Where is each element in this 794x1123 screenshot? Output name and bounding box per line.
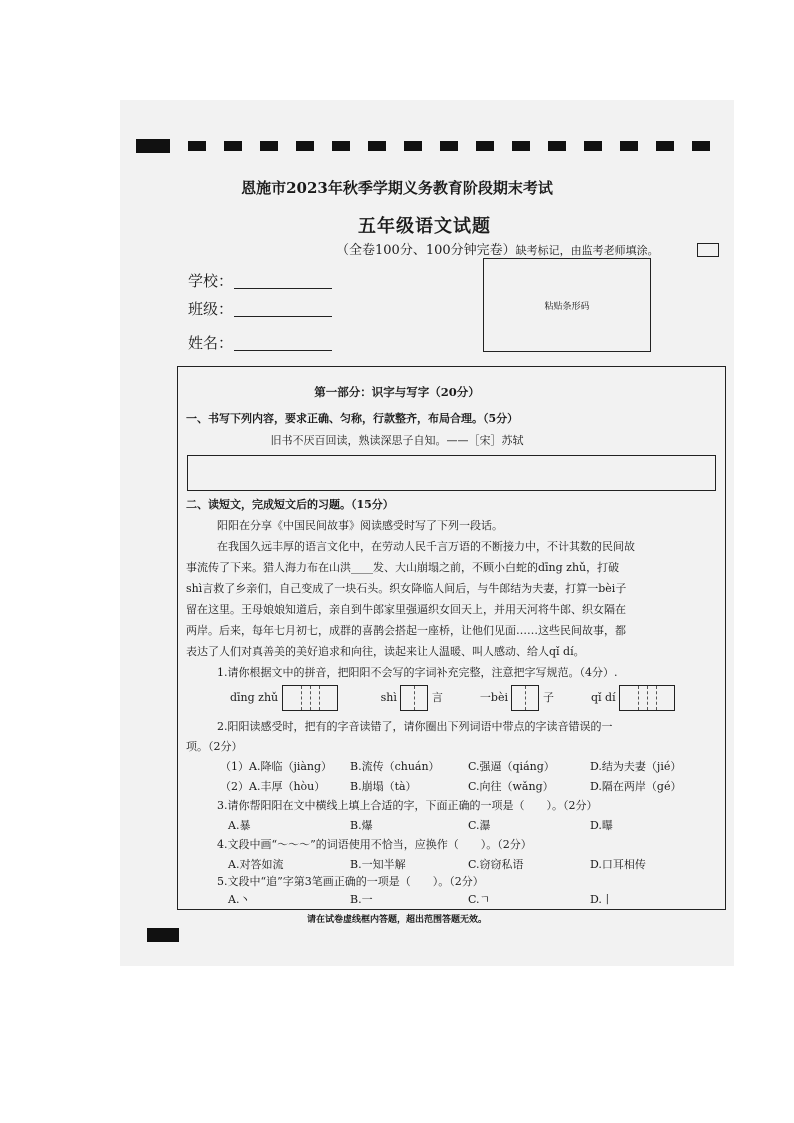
q1-quote: 旧书不厌百回读，熟读深思子自知。——［宋］苏轼 [270, 434, 524, 447]
option[interactable]: C.强逼（qiáng） [468, 760, 555, 773]
school-field [188, 270, 233, 291]
exam-title: 恩施市2023年秋季学期义务教育阶段期末考试 [241, 179, 553, 197]
option[interactable]: A.对答如流 [228, 858, 284, 871]
passage-intro: 阳阳在分享《中国民间故事》阅读感受时写了下列一段话。 [217, 519, 503, 532]
passage-line: 两岸。后来，每年七月初七，成群的喜鹊会搭起一座桥，让他们见面……这些民间故事，都 [186, 624, 626, 637]
option[interactable]: A.丶 [228, 893, 251, 906]
option[interactable]: D.丨 [590, 893, 613, 906]
absent-note: 缺考标记，由监考老师填涂。 [515, 244, 659, 257]
option[interactable]: C.瀑 [468, 819, 491, 832]
pinyin-1: dīng zhǔ [230, 691, 279, 704]
sub-question-3: 3.请你帮阳阳在文中横线上填上合适的字，下面正确的一项是（ ）。（2分） [217, 799, 598, 812]
footer-note: 请在试卷虚线框内答题，超出范围答题无效。 [306, 915, 487, 925]
sub-question-1: 1.请你根据文中的拼音，把阳阳不会写的字词补充完整，注意把字写规范。（4分）. [217, 666, 618, 679]
pinyin-3: 一bèi [479, 691, 508, 704]
pinyin-2-suffix: 言 [431, 691, 443, 704]
option[interactable]: B.流传（chuán） [350, 760, 440, 773]
option[interactable]: B.崩塌（tà） [350, 780, 417, 793]
option[interactable]: B.一知半解 [350, 858, 406, 871]
passage-line: 在我国久远丰厚的语言文化中，在劳动人民千言万语的不断接力中，不计其数的民间故 [217, 540, 635, 553]
option[interactable]: D.曝 [590, 819, 613, 832]
answer-grid[interactable] [400, 685, 428, 711]
sub-question-2: 2.阳阳读感受时，把有的字音读错了，请你圈出下列词语中带点的字读音错误的一 [217, 720, 613, 733]
name-input-line[interactable] [234, 350, 332, 351]
pinyin-row [230, 684, 675, 712]
option[interactable]: D.口耳相传 [590, 858, 646, 871]
section-title: 第一部分：识字与写字（20分） [314, 385, 480, 399]
q2-heading: 二、读短文，完成短文后的习题。（15分） [186, 498, 394, 511]
sub-question-4: 4.文段中画“～～～”的词语使用不恰当，应换作（ ）。（2分） [217, 838, 532, 851]
scan-marker-bottom [147, 928, 179, 942]
option[interactable]: C.窃窃私语 [468, 858, 524, 871]
pinyin-2: shì [380, 691, 397, 704]
answer-grid[interactable] [511, 685, 539, 711]
subject-title: 五年级语文试题 [358, 216, 491, 237]
option[interactable]: C.ㄱ [468, 893, 491, 906]
option[interactable]: A.暴 [228, 819, 251, 832]
answer-grid[interactable] [282, 685, 338, 711]
passage-line: 表达了人们对真善美的美好追求和向往，读起来让人温暖、叫人感动、给人qǐ dí。 [186, 645, 585, 658]
pinyin-4: qǐ dí [590, 691, 616, 704]
name-field [188, 332, 233, 353]
passage-line: shì言救了乡亲们，自己变成了一块石头。织女降临人间后，与牛郎结为夫妻，打算一bèi子 [186, 582, 627, 595]
answer-grid[interactable] [619, 685, 675, 711]
class-label: 班级： [188, 300, 234, 318]
name-label: 姓名： [188, 334, 234, 352]
school-input-line[interactable] [234, 288, 332, 289]
option[interactable]: C.向往（wǎng） [468, 780, 554, 793]
barcode-area [483, 258, 651, 352]
q1-heading: 一、书写下列内容，要求正确、匀称，行款整齐，布局合理。（5分） [186, 412, 519, 425]
scan-marker-row [136, 137, 720, 157]
passage-line: 事流传了下来。猎人海力布在山洪____发、大山崩塌之前，不顾小白蛇的dīng zhǔ，打破 [186, 561, 620, 574]
option[interactable]: D.隔在两岸（gé） [590, 780, 682, 793]
passage-line: 留在这里。王母娘娘知道后，亲自到牛郎家里强逼织女回天上，并用天河将牛郎、织女隔在 [186, 603, 626, 616]
class-input-line[interactable] [234, 316, 332, 317]
class-field [188, 298, 233, 319]
school-label: 学校： [188, 272, 234, 290]
sub-question-2-cont: 项。（2分） [186, 740, 243, 753]
pinyin-3-suffix: 子 [542, 691, 554, 704]
option[interactable]: （2）A.丰厚（hòu） [220, 780, 326, 793]
barcode-label: 粘贴条形码 [544, 301, 590, 312]
sub-question-5: 5.文段中“追”字第3笔画正确的一项是（ ）。（2分） [217, 875, 484, 888]
option[interactable]: D.结为夫妻（jié） [590, 760, 682, 773]
option[interactable]: B.爆 [350, 819, 373, 832]
q1-writing-box[interactable] [187, 455, 716, 491]
absent-mark-box[interactable] [697, 243, 719, 257]
option[interactable]: （1）A.降临（jiàng） [220, 760, 333, 773]
option[interactable]: B.一 [350, 893, 373, 906]
exam-instructions: （全卷100分、100分钟完卷）缺考标记，由监考老师填涂。 [336, 243, 659, 258]
